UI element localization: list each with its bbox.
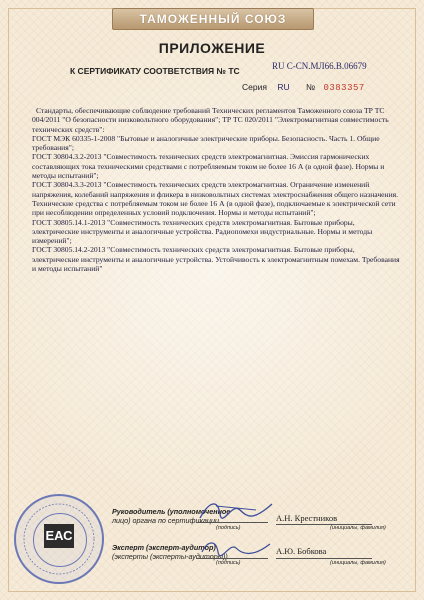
eac-mark: ЕАС: [44, 524, 74, 548]
standards-list: [32, 106, 402, 273]
expert-signature-line: [196, 558, 268, 559]
head-name: А.Н. Крестников: [276, 513, 338, 523]
certificate-subtitle: К СЕРТИФИКАТУ СООТВЕТСТВИЯ № ТС: [70, 66, 240, 76]
standard-item: ГОСТ 30805.14.2-2013 "Совместимость технических средств электромагнитная. Бытовые приборы, электрические инструменты и аналогичные устройства. Устойчивость к электромагнитным помехам. Требования и методы испытаний": [32, 245, 400, 274]
page-title: ПРИЛОЖЕНИЕ: [158, 40, 266, 56]
expert-name-line: [276, 558, 372, 559]
head-caption-initials: (инициалы, фамилия): [330, 525, 386, 531]
series-row: [242, 82, 365, 93]
standard-item: ГОСТ 30805.14.1-2013 "Совместимость технических средств электромагнитная. Бытовые приборы, электрические инструменты и аналогичные устройства. Радиопомехи индустриальные. Нормы и методы измерений";: [32, 217, 373, 246]
form-number: 0383357: [323, 83, 365, 93]
head-label-line2: лицо) органа по сертификации: [112, 515, 219, 525]
standard-item: ГОСТ 30804.3.2-2013 "Совместимость технических средств электромагнитная. Эмиссия гармонических составляющих тока техническими средствами с потребляемым током не более 16 А (в одной фазе). Нормы и методы испытаний";: [32, 152, 385, 181]
expert-label-line1: Эксперт (эксперт-аудитор): [112, 543, 216, 552]
certification-stamp: [14, 494, 104, 584]
standards-intro: Стандарты, обеспечивающие соблюдение требований Технических регламентов Таможенного союза ТР ТС 004/2011 "О безопасности низковольтного оборудования"; ТР ТС 020/2011 "Электромагнитная совместимость технических средств":: [32, 106, 389, 134]
expert-caption-signature: (подпись): [216, 560, 241, 566]
expert-label-line2: (эксперты (эксперты-аудиторы)): [112, 551, 228, 561]
standard-item: ГОСТ МЭК 60335-1-2008 "Бытовые и аналогичные электрические приборы. Безопасность. Часть 1. Общие требования";: [32, 133, 380, 153]
standard-item: ГОСТ 30804.3.3-2013 "Совместимость технических средств электромагнитная. Ограничение изменений напряжения, колебаний напряжения и фликера в низковольтных системах электроснабжения общего назначения. Технические средства с потребляемым током не более 16 А (в одной фазе), подключаемые к электрической сети при несоблюдении определенных условий подключения. Нормы и методы испытаний";: [32, 180, 399, 218]
series-label: Серия: [242, 82, 267, 92]
expert-name: А.Ю. Бобкова: [276, 546, 327, 556]
customs-union-banner: ТАМОЖЕННЫЙ СОЮЗ: [112, 8, 314, 30]
certificate-number: RU C-CN.МЛ66.В.06679: [272, 61, 367, 71]
head-label-line1: Руководитель (уполномоченное: [112, 507, 231, 516]
head-caption-signature: (подпись): [216, 525, 241, 531]
series-value: RU: [277, 82, 290, 92]
head-signature-line: [196, 522, 268, 523]
number-label: №: [305, 82, 316, 92]
expert-caption-initials: (инициалы, фамилия): [330, 560, 386, 566]
